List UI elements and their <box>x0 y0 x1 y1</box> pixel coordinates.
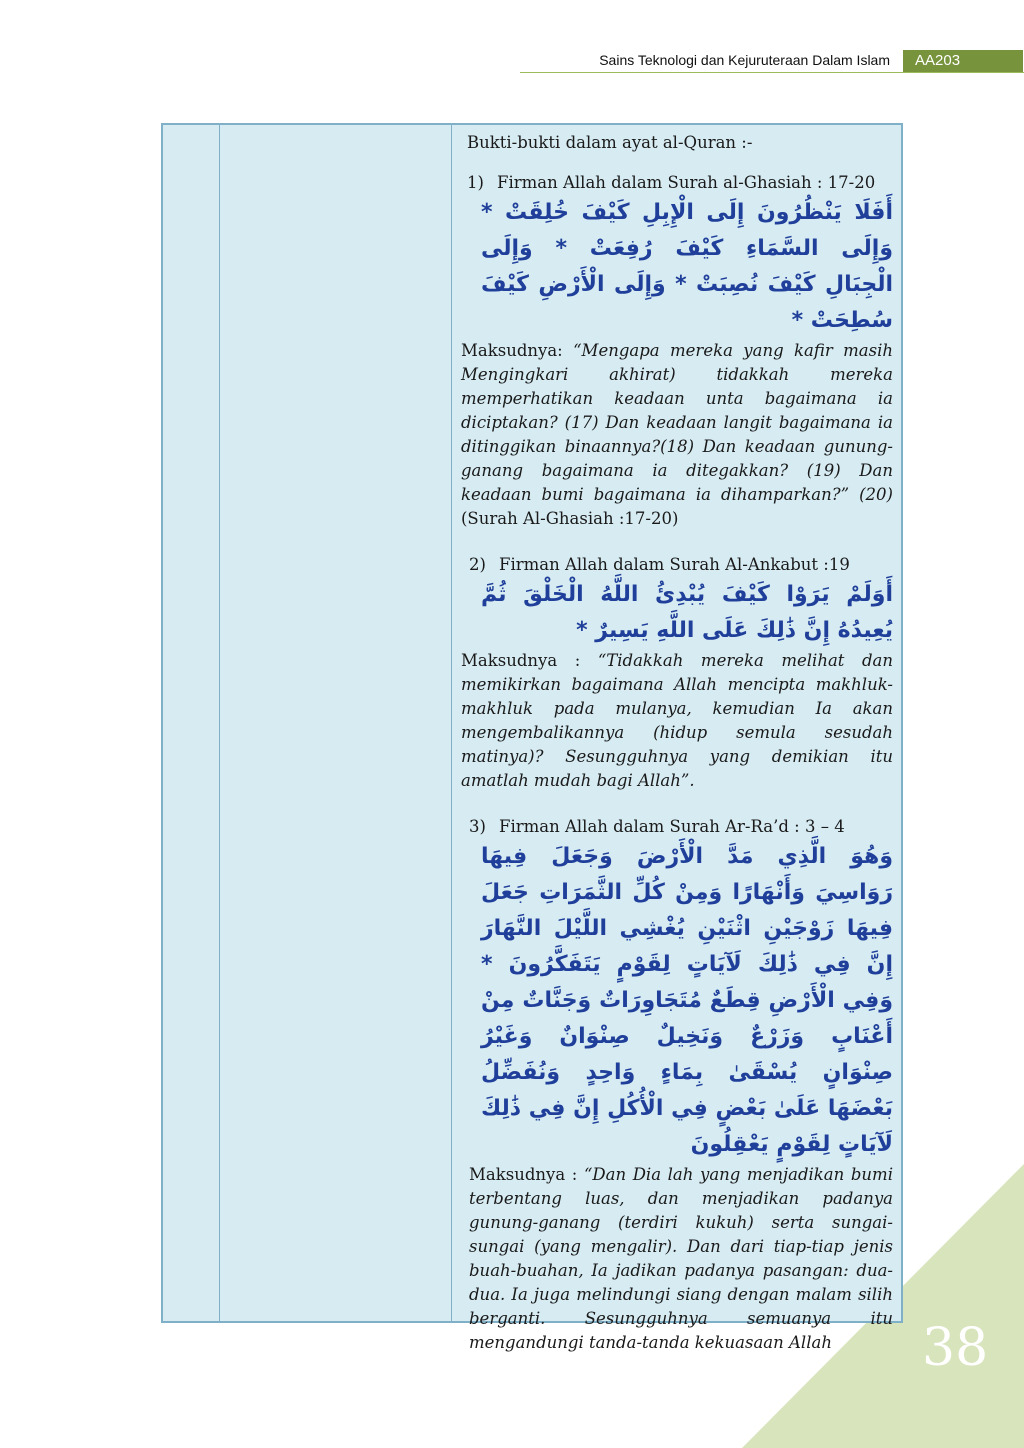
list-item-1 <box>467 171 893 195</box>
list-item-text: Firman Allah dalam Surah Ar-Ra’d : 3 – 4 <box>499 817 845 836</box>
column-divider-1 <box>219 125 220 1321</box>
list-number: 3) <box>469 817 486 836</box>
list-number: 1) <box>467 173 484 192</box>
list-item-3 <box>469 815 893 839</box>
column-divider-2 <box>451 125 452 1321</box>
list-item-2 <box>469 553 893 577</box>
meaning-text: “Tidakkah mereka melihat dan memikirkan bagaimana Allah mencipta makhluk-makhluk pada mulanya, kemudian Ia akan mengembalikannya (hidup semula sesudah matinya)? Sesungguhnya yang demikian itu amatlah mudah bagi Allah”. <box>461 651 893 790</box>
arabic-verse-3: وَهُوَ الَّذِي مَدَّ الْأَرْضَ وَجَعَلَ فِيهَا رَوَاسِيَ وَأَنْهَارًا وَمِنْ كُلِّ الثَّمَرَاتِ جَعَلَ فِيهَا زَوْجَيْنِ اثْنَيْنِ يُغْشِي اللَّيْلَ النَّهَارَ إِنَّ فِي ذَٰلِكَ لَآيَاتٍ لِقَوْمٍ يَتَفَكَّرُونَ * وَفِي الْأَرْضِ قِطَعٌ مُتَجَاوِرَاتٌ وَجَنَّاتٌ مِنْ أَعْنَابٍ وَزَرْعٌ وَنَخِيلٌ صِنْوَانٌ وَغَيْرُ صِنْوَانٍ يُسْقَىٰ بِمَاءٍ وَاحِدٍ وَنُفَضِّلُ بَعْضَهَا عَلَىٰ بَعْضٍ فِي الْأُكُلِ إِنَّ فِي ذَٰلِكَ لَآيَاتٍ لِقَوْمٍ يَعْقِلُونَ <box>481 844 893 1157</box>
list-item-text: Firman Allah dalam Surah al-Ghasiah : 17-20 <box>497 173 876 192</box>
header-rule <box>520 72 1024 73</box>
list-item-text: Firman Allah dalam Surah Al-Ankabut :19 <box>499 555 850 574</box>
arabic-verse-2: أَوَلَمْ يَرَوْا كَيْفَ يُبْدِئُ اللَّهُ الْخَلْقَ ثُمَّ يُعِيدُهُ إِنَّ ذَٰلِكَ عَلَى اللَّهِ يَسِيرٌ * <box>481 582 893 643</box>
list-number: 2) <box>469 555 486 574</box>
meaning-reference: (Surah Al-Ghasiah :17-20) <box>461 509 679 528</box>
meaning-2 <box>461 649 893 793</box>
meaning-3 <box>469 1163 893 1355</box>
content-cell <box>453 125 901 1352</box>
course-code-badge: AA203 <box>903 50 1023 72</box>
meaning-1 <box>461 339 893 531</box>
header-title: Sains Teknologi dan Kejuruteraan Dalam Islam <box>599 52 890 68</box>
meaning-label: Maksudnya: <box>461 341 574 360</box>
page-number: 38 <box>922 1318 989 1378</box>
meaning-label: Maksudnya : <box>461 651 598 670</box>
arabic-verse-1: أَفَلَا يَنْظُرُونَ إِلَى الْإِبِلِ كَيْفَ خُلِقَتْ * وَإِلَى السَّمَاءِ كَيْفَ رُفِعَتْ * وَإِلَى الْجِبَالِ كَيْفَ نُصِبَتْ * وَإِلَى الْأَرْضِ كَيْفَ سُطِحَتْ * <box>481 200 893 333</box>
content-table <box>161 123 903 1352</box>
meaning-text: “Dan Dia lah yang menjadikan bumi terbentang luas, dan menjadikan padanya gunung-ganang (terdiri kukuh) serta sungai-sungai (yang mengalir). Dan dari tiap-tiap jenis buah-buahan, Ia jadikan padanya pasangan: dua-dua. Ia juga melindungi siang dengan malam silih berganti. Sesungguhnya semuanya itu mengandungi tanda-tanda kekuasaan Allah <box>469 1165 893 1352</box>
meaning-text: “Mengapa mereka yang kafir masih Mengingkari akhirat) tidakkah mereka memperhatikan keadaan unta bagaimana ia diciptakan? (17) Dan keadaan langit bagaimana ia ditinggikan binaannya?(18) Dan keadaan gunung-ganang bagaimana ia ditegakkan? (19) Dan keadaan bumi bagaimana ia dihamparkan?” (20) <box>461 341 893 504</box>
intro-heading: Bukti-bukti dalam ayat al-Quran :- <box>467 133 753 152</box>
meaning-label: Maksudnya : <box>469 1165 584 1184</box>
